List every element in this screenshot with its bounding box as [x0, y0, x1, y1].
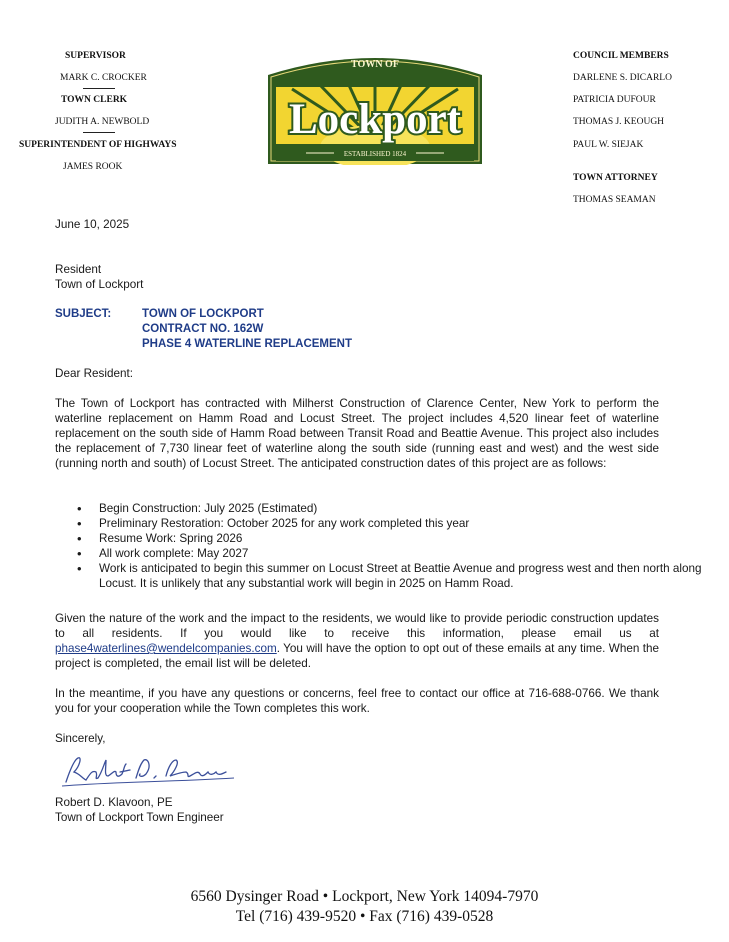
paragraph-text: . You will have the option to opt out of these emails at any time. When the project is completed, the email list will be deleted. [55, 642, 659, 670]
highways-title: SUPERINTENDENT OF HIGHWAYS [19, 140, 177, 150]
logo-established: ESTABLISHED 1824 [343, 150, 407, 158]
highways-name: JAMES ROOK [63, 162, 123, 172]
logo-top-text: TOWN OF [351, 59, 399, 70]
divider [83, 132, 115, 133]
handwritten-signature [58, 752, 238, 790]
subject-block [55, 307, 659, 352]
paragraph-updates [55, 611, 659, 671]
subject-label: SUBJECT: [55, 308, 112, 320]
paragraph-contact: In the meantime, if you have any questions or concerns, feel free to contact our office at 716-688-0766. We thank you for your cooperation while the Town completes this work. [55, 687, 659, 715]
logo-name: Lockport [289, 96, 461, 143]
recipient-line: Resident [55, 263, 102, 276]
footer-address: 6560 Dysinger Road • Lockport, New York 14094-7970 [190, 888, 539, 905]
letter-date: June 10, 2025 [55, 218, 130, 231]
schedule-list [55, 501, 703, 591]
town-clerk-title: TOWN CLERK [61, 95, 128, 105]
list-item: • Preliminary Restoration: October 2025 for any work completed this year [99, 516, 703, 531]
list-item: • Begin Construction: July 2025 (Estimated) [99, 501, 703, 516]
council-member: DARLENE S. DICARLO [573, 73, 672, 83]
closing: Sincerely, [55, 732, 106, 745]
signer-title: Town of Lockport Town Engineer [55, 811, 224, 824]
footer-phones: Tel (716) 439-9520 • Fax (716) 439-0528 [235, 908, 494, 925]
attorney-title: TOWN ATTORNEY [573, 173, 658, 183]
recipient-line: Town of Lockport [55, 278, 144, 291]
subject-line: PHASE 4 WATERLINE REPLACEMENT [142, 338, 352, 350]
supervisor-title: SUPERVISOR [65, 51, 126, 61]
list-item: • Work is anticipated to begin this summer on Locust Street at Beattie Avenue and progress west and then north along Locust. It is unlikely that any substantial work will begin in 2025 on Hamm Road. [99, 561, 703, 591]
subject-line: TOWN OF LOCKPORT [142, 308, 264, 320]
list-item: • Resume Work: Spring 2026 [99, 531, 703, 546]
email-link[interactable]: phase4waterlines@wendelcompanies.com [55, 642, 277, 655]
salutation: Dear Resident: [55, 367, 133, 380]
supervisor-name: MARK C. CROCKER [60, 73, 147, 83]
divider [83, 88, 115, 89]
recipient [55, 262, 659, 292]
subject-line: CONTRACT NO. 162W [142, 323, 264, 335]
town-of-lockport-logo [262, 47, 488, 165]
council-member: PATRICIA DUFOUR [573, 95, 656, 105]
council-member: THOMAS J. KEOUGH [573, 117, 665, 127]
paragraph-text: Given the nature of the work and the impact to the residents, we would like to provide periodic construction updates to all residents. If you would like to receive this information, please email us at [55, 612, 659, 640]
attorney-name: THOMAS SEAMAN [573, 195, 656, 205]
council-member: PAUL W. SIEJAK [573, 140, 644, 150]
signer-block [55, 795, 659, 825]
list-item: • All work complete: May 2027 [99, 546, 703, 561]
town-clerk-name: JUDITH A. NEWBOLD [55, 117, 150, 127]
paragraph-intro: The Town of Lockport has contracted with Milherst Construction of Clarence Center, New York to perform the waterline replacement on Hamm Road and Locust Street. The project includes 4,520 linear feet of waterline replacement on the south side of Hamm Road between Transit Road and Beattie Avenue. This project also includes the replacement of 7,730 linear feet of waterline along the south side (running east and west) and the west side (running north and south) of Locust Street. The anticipated construction dates of this project are as follows: [55, 397, 659, 470]
council-title: COUNCIL MEMBERS [573, 51, 669, 61]
signer-name: Robert D. Klavoon, PE [55, 796, 173, 809]
